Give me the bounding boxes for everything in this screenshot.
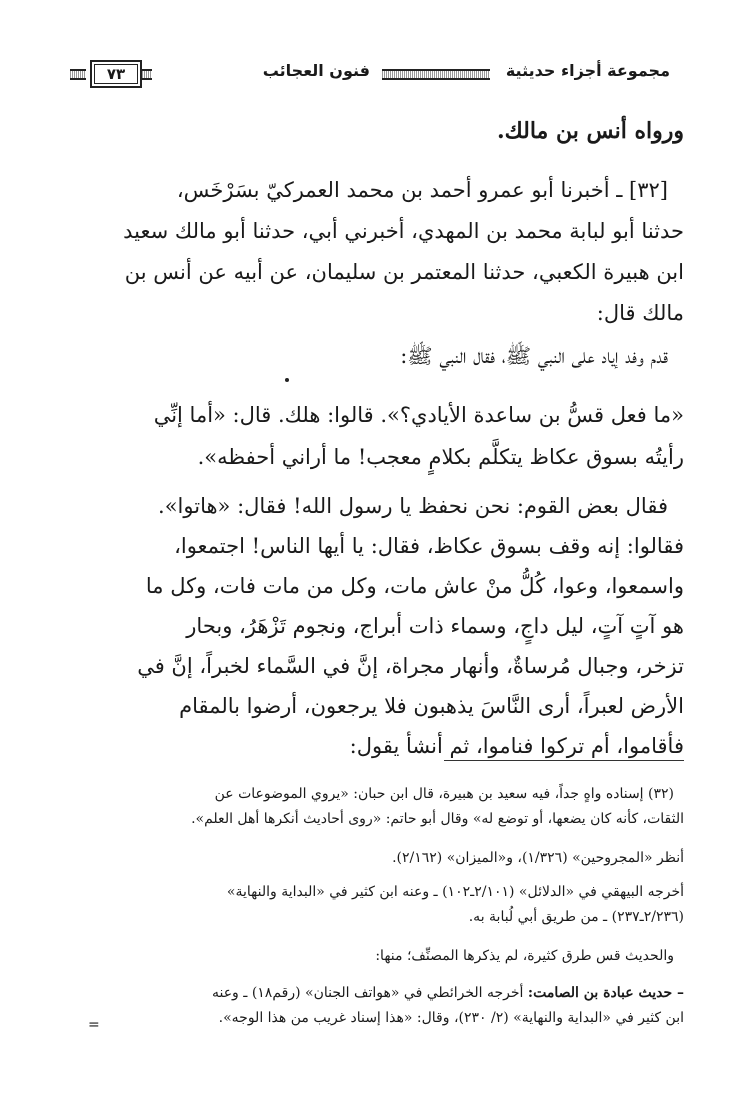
continuation-mark: = (88, 1017, 100, 1033)
footnote-label: – حديث عبادة بن الصامت: (527, 985, 684, 1001)
header-rule (382, 69, 490, 80)
footnote-line: (٢/٢٣٦ـ٢٣٧) ـ من طريق أبي لُبابة به. (468, 909, 684, 925)
text-line: الأرض لعبراً، أرى النَّاسَ يذهبون فلا يرجعون، أرضوا بالمقام (179, 694, 684, 718)
footnote-line: أنظر «المجروحين» (١/٣٢٦)، و«الميزان» (٢/١٦٢). (392, 850, 684, 866)
text-line: هو آتٍ آتٍ، ليل داجٍ، وسماء ذات أبراج، ونجوم تَزْهَرُ، وبحار (186, 614, 684, 638)
text-line: قدم وفد إياد على النبي ﷺ، فقال النبي ﷺ: (400, 344, 668, 368)
footnote-ubada (62, 981, 684, 1031)
footnote-references (62, 846, 684, 871)
book-title: مجموعة أجزاء حديثية (505, 61, 670, 80)
paragraph-intro (62, 336, 684, 376)
footnote-bayhaqi (62, 880, 684, 930)
text-line: فقال بعض القوم: نحن نحفظ يا رسول الله! فقال: «هاتوا». (158, 494, 668, 518)
text-line: رأيتُه بسوق عكاظ يتكلَّم بكلامٍ معجب! ما أراني أحفظه». (197, 445, 684, 469)
header-rule (70, 69, 86, 80)
header-rule (142, 69, 152, 80)
paragraph-isnad (62, 170, 684, 334)
text-line: «ما فعل قسُّ بن ساعدة الأيادي؟». قالوا: هلك. قال: «أما إنِّي (153, 403, 684, 427)
paragraph-speech (62, 486, 684, 766)
paragraph-question (62, 394, 684, 478)
text-line: [٣٢] ـ أخبرنا أبو عمرو أحمد بن محمد العمركيّ بسَرْخَس، (176, 178, 668, 202)
section-heading: ورواه أنس بن مالك. (496, 118, 684, 144)
footnote-line: والحديث قس طرق كثيرة، لم يذكرها المصنِّف؛ منها: (375, 948, 674, 964)
footnote-line: أخرجه البيهقي في «الدلائل» (٢/١٠١ـ١٠٢) ـ وعنه ابن كثير في «البداية والنهاية» (226, 884, 684, 900)
text-line: تزخر، وجبال مُرساةٌ، وأنهار مجراة، إنَّ في السَّماء لخبراً، إنَّ في (137, 654, 684, 678)
text-line: واسمعوا، وعوا، كُلُّ منْ عاش مات، وكل من مات فات، وكل ما (145, 574, 684, 598)
footnote-separator (444, 760, 684, 761)
footnote-text: أخرجه الخرائطي في «هواتف الجنان» (رقم١٨) ـ وعنه (211, 985, 524, 1001)
footnote-other-routes (62, 944, 684, 969)
section-title: فنون العجائب (262, 61, 370, 80)
running-header (70, 58, 690, 88)
text-line: حدثنا أبو لبابة محمد بن المهدي، أخبرني أبي، حدثنا أبو مالك سعيد (123, 219, 684, 243)
text-line: مالك قال: (596, 301, 684, 325)
stray-dot (285, 378, 289, 382)
footnote-line: (٣٢) إسناده واهٍ جداً، فيه سعيد بن هبيرة، قال ابن حبان: «يروي الموضوعات عن (214, 786, 674, 802)
footnote-line: الثقات، كأنه كان يضعها، أو توضع له» وقال أبو حاتم: «روى أحاديث أنكرها أهل العلم». (191, 811, 684, 827)
footnote-line: ابن كثير في «البداية والنهاية» (٢/ ٢٣٠)، وقال: «هذا إسناد غريب من هذا الوجه». (218, 1010, 684, 1026)
text-line: ابن هبيرة الكعبي، حدثنا المعتمر بن سليمان، عن أبيه عن أنس بن (124, 260, 684, 284)
footnote-line (62, 981, 684, 1006)
text-line: فأقاموا، أم تركوا فناموا، ثم أنشأ يقول: (349, 734, 684, 758)
text-line: فقالوا: إنه وقف بسوق عكاظ، فقال: يا أيها الناس! اجتمعوا، (174, 534, 684, 558)
footnote-32 (62, 782, 684, 832)
page-number: ٧٣ (90, 60, 142, 88)
